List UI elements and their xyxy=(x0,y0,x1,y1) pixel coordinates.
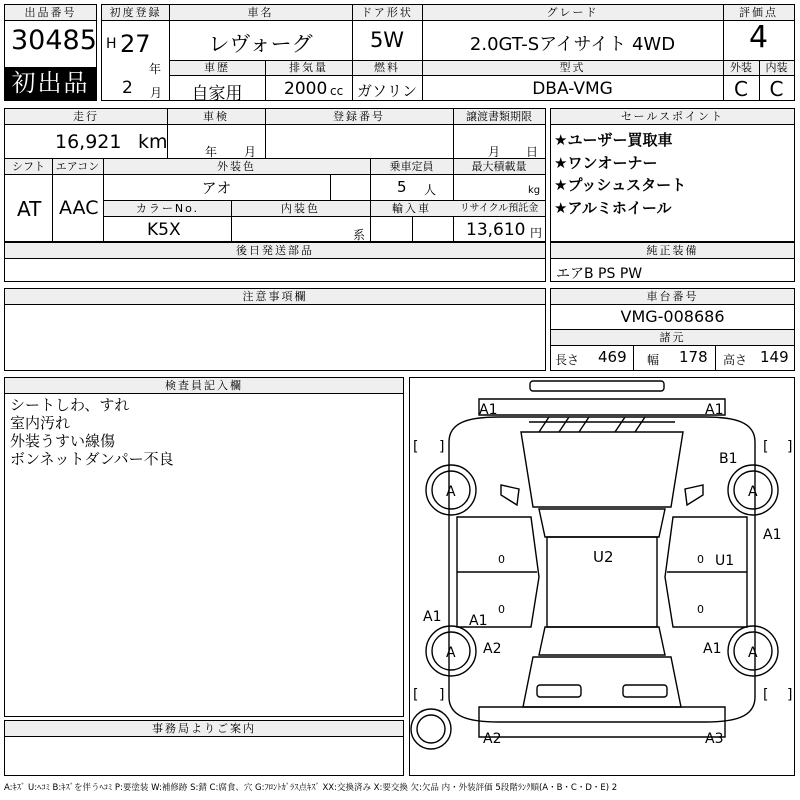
exterior-color: アオ xyxy=(201,179,232,197)
wheel-mark: A xyxy=(446,484,456,500)
sales-point-item: ★アルミホイール xyxy=(554,198,672,217)
first-listing-badge: 初出品 xyxy=(5,67,96,100)
sales-point-item: ★ワンオーナー xyxy=(554,153,658,172)
mark-u1: U1 xyxy=(715,553,735,569)
year-unit: 年 xyxy=(149,62,162,76)
load-label: 最大積載量 xyxy=(453,159,545,175)
equipment-label: 純正装備 xyxy=(551,243,794,259)
sales-point-item: ★ユーザー買取車 xyxy=(554,131,673,149)
bracket-right: ] xyxy=(787,439,793,455)
disp-label: 排気量 xyxy=(265,60,352,76)
width: 178 xyxy=(679,348,708,366)
wheel-mark: A xyxy=(446,645,456,661)
era-prefix: H xyxy=(106,36,117,52)
capacity-unit: 人 xyxy=(424,183,437,197)
detail-grid xyxy=(4,108,546,242)
int-label: 内装 xyxy=(759,60,794,76)
mark-b1: B1 xyxy=(719,451,738,467)
mark-a1-front-left: A1 xyxy=(479,402,498,418)
car-damage-diagram xyxy=(409,377,795,776)
mark-a1-right: A1 xyxy=(763,527,782,543)
equipment-box xyxy=(550,242,795,282)
dims-label: 諸元 xyxy=(551,329,794,346)
disp-unit: cc xyxy=(330,84,344,98)
grade: 2.0GT-Sアイサイト 4WD xyxy=(469,34,676,55)
intcolor-suffix: 系 xyxy=(353,228,366,242)
inspector-line: シートしわ、すれ xyxy=(10,396,130,414)
wheel-mark: A xyxy=(748,484,758,500)
capacity: 5 xyxy=(397,178,407,196)
notes-label: 注意事項欄 xyxy=(5,289,545,305)
int-grade: C xyxy=(769,77,784,101)
displacement: 2000 xyxy=(284,79,328,99)
history-label: 車歴 xyxy=(169,60,265,76)
length: 469 xyxy=(598,348,627,366)
bracket-left: [ xyxy=(763,439,769,455)
ext-label: 外装 xyxy=(723,60,759,76)
width-label: 幅 xyxy=(647,353,660,367)
mileage-unit: km xyxy=(138,131,168,153)
chassis-label: 車台番号 xyxy=(551,289,794,305)
bracket-left: [ xyxy=(413,687,419,703)
sales-point-item: ★プッシュスタート xyxy=(554,176,687,194)
mark-u2: U2 xyxy=(593,548,614,566)
inspector-line: 外装うすい線傷 xyxy=(10,432,116,450)
zero-mark: 0 xyxy=(697,553,704,566)
mark-a2-mid: A2 xyxy=(483,641,502,657)
mark-a1-mid: A1 xyxy=(469,613,488,629)
score: 4 xyxy=(748,20,769,55)
mark-a1-rear-right: A1 xyxy=(703,641,722,657)
model-label: 型式 xyxy=(422,60,723,76)
later-parts-label: 後日発送部品 xyxy=(5,243,545,259)
lot-number: 30485 xyxy=(11,25,97,56)
car-name: レヴォーグ xyxy=(208,32,313,56)
import-label: 輸入車 xyxy=(370,201,453,217)
height: 149 xyxy=(760,348,789,366)
inspector-label: 検査員記入欄 xyxy=(5,378,403,394)
mark-a2-rear-left: A2 xyxy=(483,731,502,747)
color-no: K5X xyxy=(147,220,181,240)
reg-year: 27 xyxy=(120,30,151,58)
office-box xyxy=(4,720,404,776)
insp-year-unit: 年 xyxy=(205,145,218,159)
tr-day-unit: 日 xyxy=(526,145,539,159)
fuel: ガソリン xyxy=(356,82,417,100)
ext-grade: C xyxy=(734,77,748,101)
zero-mark: 0 xyxy=(498,603,505,616)
chassis-box xyxy=(550,288,795,371)
intcolor-label: 内装色 xyxy=(231,201,370,217)
score-label: 評価点 xyxy=(723,5,794,21)
shift-label: シフト xyxy=(5,159,52,175)
reg-month: 2 xyxy=(122,78,133,98)
mark-a1-front-right: A1 xyxy=(705,402,724,418)
bracket-right: ] xyxy=(787,687,793,703)
transfer-label: 譲渡書類期限 xyxy=(453,109,545,125)
mark-a3-rear-right: A3 xyxy=(705,731,724,747)
color-label: 外装色 xyxy=(103,159,370,175)
name-label: 車名 xyxy=(169,5,352,21)
recycle-label: リサイクル預託金 xyxy=(453,201,545,217)
tr-month-unit: 月 xyxy=(488,145,501,159)
later-parts-box xyxy=(4,242,546,282)
history: 自家用 xyxy=(191,84,243,104)
door-type: 5W xyxy=(369,28,405,52)
office-label: 事務局よりご案内 xyxy=(5,721,403,737)
bracket-left: [ xyxy=(763,687,769,703)
sales-points-label: セールスポイント xyxy=(551,109,794,125)
door-label: ドア形状 xyxy=(352,5,422,21)
bracket-right: ] xyxy=(439,439,445,455)
bracket-left: [ xyxy=(413,439,419,455)
month-unit: 月 xyxy=(150,86,163,100)
recycle-unit: 円 xyxy=(530,226,543,240)
sales-points-box xyxy=(550,108,795,242)
mileage-label: 走行 xyxy=(5,109,167,125)
length-label: 長さ xyxy=(555,353,580,367)
grade-label: グレード xyxy=(422,5,723,21)
mark-a1-left: A1 xyxy=(423,609,442,625)
reg-label: 初度登録 xyxy=(102,5,169,21)
height-label: 高さ xyxy=(723,353,748,367)
load-unit: kg xyxy=(528,185,541,196)
equipment-value: エアB PS PW xyxy=(556,266,643,282)
zero-mark: 0 xyxy=(697,603,704,616)
model: DBA-VMG xyxy=(532,79,613,99)
colorno-label: カラーNo. xyxy=(104,201,231,217)
notes-box xyxy=(4,288,546,371)
wheel-mark: A xyxy=(748,645,758,661)
mileage: 16,921 xyxy=(55,131,122,153)
lot-label: 出品番号 xyxy=(5,5,96,21)
shift: AT xyxy=(17,197,42,221)
regno-label: 登録番号 xyxy=(265,109,453,125)
fuel-label: 燃料 xyxy=(352,60,422,76)
lot-box xyxy=(4,4,97,101)
bracket-right: ] xyxy=(439,687,445,703)
inspection-label: 車検 xyxy=(167,109,265,125)
capacity-label: 乗車定員 xyxy=(370,159,453,175)
zero-mark: 0 xyxy=(498,553,505,566)
insp-month-unit: 月 xyxy=(244,145,257,159)
legend: A:ｷｽﾞ U:ﾍｺﾐ B:ｷｽﾞを伴うﾍｺﾐ P:要塗装 W:補修跡 S:錆 C:腐食、穴 G:ﾌﾛﾝﾄｶﾞﾗｽ点ｷｽﾞ XX:交換済み X:要交換 欠:欠品 内・外装評価 5段階ﾗﾝｸ順(A・B・C・D・E) 2 xyxy=(4,783,618,793)
chassis-number: VMG-008686 xyxy=(620,307,725,326)
aircon: AAC xyxy=(59,197,99,219)
inspector-line: 室内汚れ xyxy=(10,414,71,432)
inspector-box xyxy=(4,377,404,717)
recycle-fee: 13,610 xyxy=(466,220,526,240)
inspector-line: ボンネットダンパー不良 xyxy=(10,450,174,468)
ac-label: エアコン xyxy=(52,159,103,175)
